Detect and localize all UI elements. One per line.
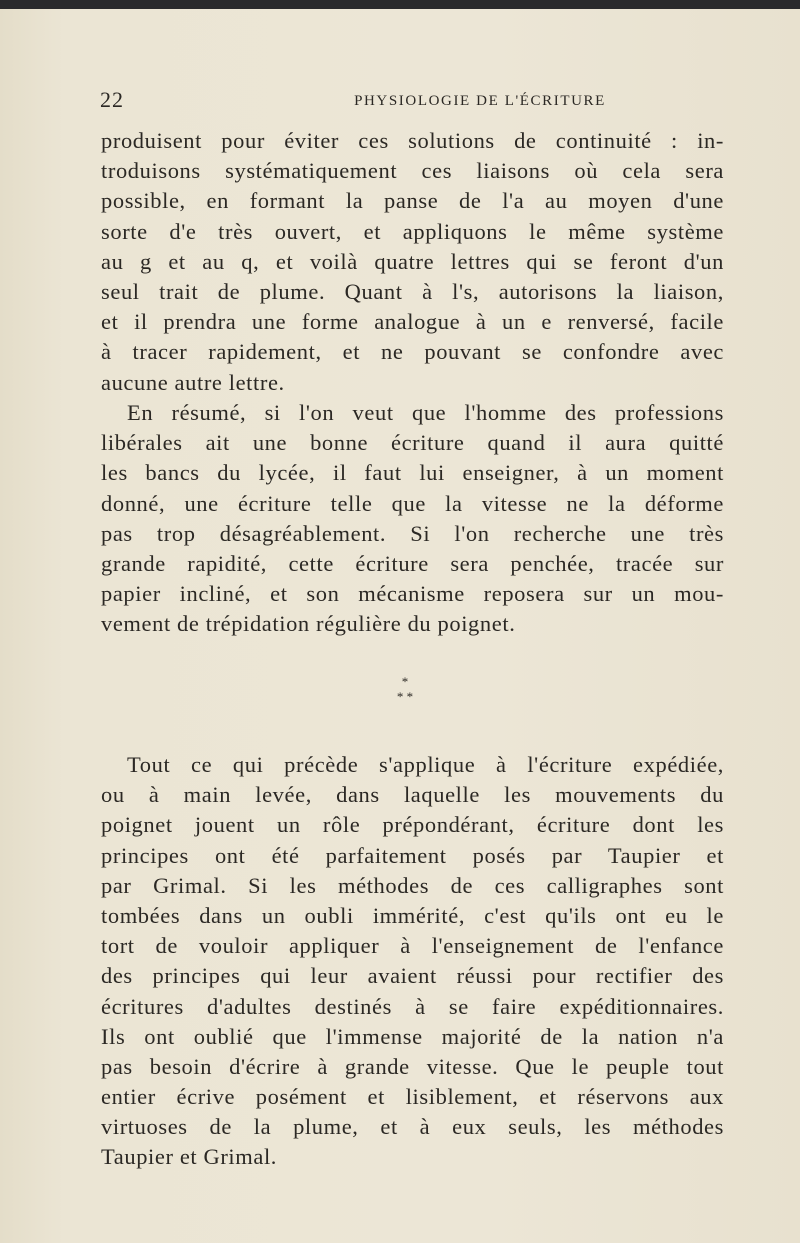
text-line: donné, une écriture telle que la vitesse ne la déforme — [101, 490, 724, 516]
text-line: poignet jouent un rôle prépondérant, écriture dont les — [101, 812, 724, 838]
text-line: les bancs du lycée, il faut lui enseigner, à un moment — [101, 460, 724, 486]
separator-stars-bottom: * * — [396, 689, 414, 704]
section-separator — [380, 674, 430, 714]
text-line: virtuoses de la plume, et à eux seuls, les méthodes — [101, 1114, 724, 1140]
text-line: En résumé, si l'on veut que l'homme des professions — [127, 400, 724, 425]
text-line: écritures d'adultes destinés à se faire expéditionnaires. — [101, 993, 724, 1019]
top-edge-band — [0, 0, 800, 9]
text-line: vement de trépidation régulière du poignet. — [101, 611, 516, 637]
text-line: au g et au q, et voilà quatre lettres qui se feront d'un — [101, 248, 724, 274]
text-line: Ils ont oublié que l'immense majorité de la nation n'a — [101, 1023, 724, 1049]
text-line: entier écrive posément et lisiblement, et réservons aux — [101, 1084, 724, 1110]
text-line: aucune autre lettre. — [101, 369, 285, 395]
text-line: et il prendra une forme analogue à un e renversé, facile — [101, 309, 724, 335]
text-line: seul trait de plume. Quant à l's, autorisons la liaison, — [101, 278, 724, 304]
text-line: troduisons systématiquement ces liaisons où cela sera — [101, 158, 724, 184]
text-line: Taupier et Grimal. — [101, 1144, 278, 1170]
text-line: par Grimal. Si les méthodes de ces calligraphes sont — [101, 872, 724, 898]
text-line: tort de vouloir appliquer à l'enseignement de l'enfance — [101, 933, 724, 959]
text-line: à tracer rapidement, et ne pouvant se confondre avec — [101, 339, 724, 365]
paragraph-3 — [101, 750, 724, 1173]
text-line: grande rapidité, cette écriture sera penchée, tracée sur — [101, 550, 724, 576]
page-number: 22 — [100, 87, 124, 112]
text-line: principes ont été parfaitement posés par Taupier et — [101, 842, 724, 868]
paragraph-1 — [101, 126, 724, 398]
text-line: tombées dans un oubli immérité, c'est qu'ils ont eu le — [101, 902, 724, 928]
text-line: pas besoin d'écrire à grande vitesse. Que le peuple tout — [101, 1053, 724, 1079]
text-line: libérales ait une bonne écriture quand il aura quitté — [101, 430, 724, 456]
text-line: possible, en formant la panse de l'a au moyen d'une — [101, 188, 724, 214]
text-line: produisent pour éviter ces solutions de continuité : in- — [101, 128, 724, 153]
page-header — [100, 87, 724, 117]
separator-star-top: * — [401, 674, 409, 689]
paragraph-2 — [101, 398, 724, 640]
running-title: PHYSIOLOGIE DE L'ÉCRITURE — [354, 93, 606, 109]
book-page — [0, 9, 800, 1243]
text-line: Tout ce qui précède s'applique à l'écriture expédiée, — [127, 752, 724, 777]
text-line: pas trop désagréablement. Si l'on recherche une très — [101, 520, 724, 546]
text-line: papier incliné, et son mécanisme reposera sur un mou- — [101, 581, 724, 607]
text-line: ou à main levée, dans laquelle les mouvements du — [101, 782, 724, 808]
text-line: des principes qui leur avaient réussi pour rectifier des — [101, 963, 724, 989]
text-line: sorte d'e très ouvert, et appliquons le même système — [101, 218, 724, 244]
